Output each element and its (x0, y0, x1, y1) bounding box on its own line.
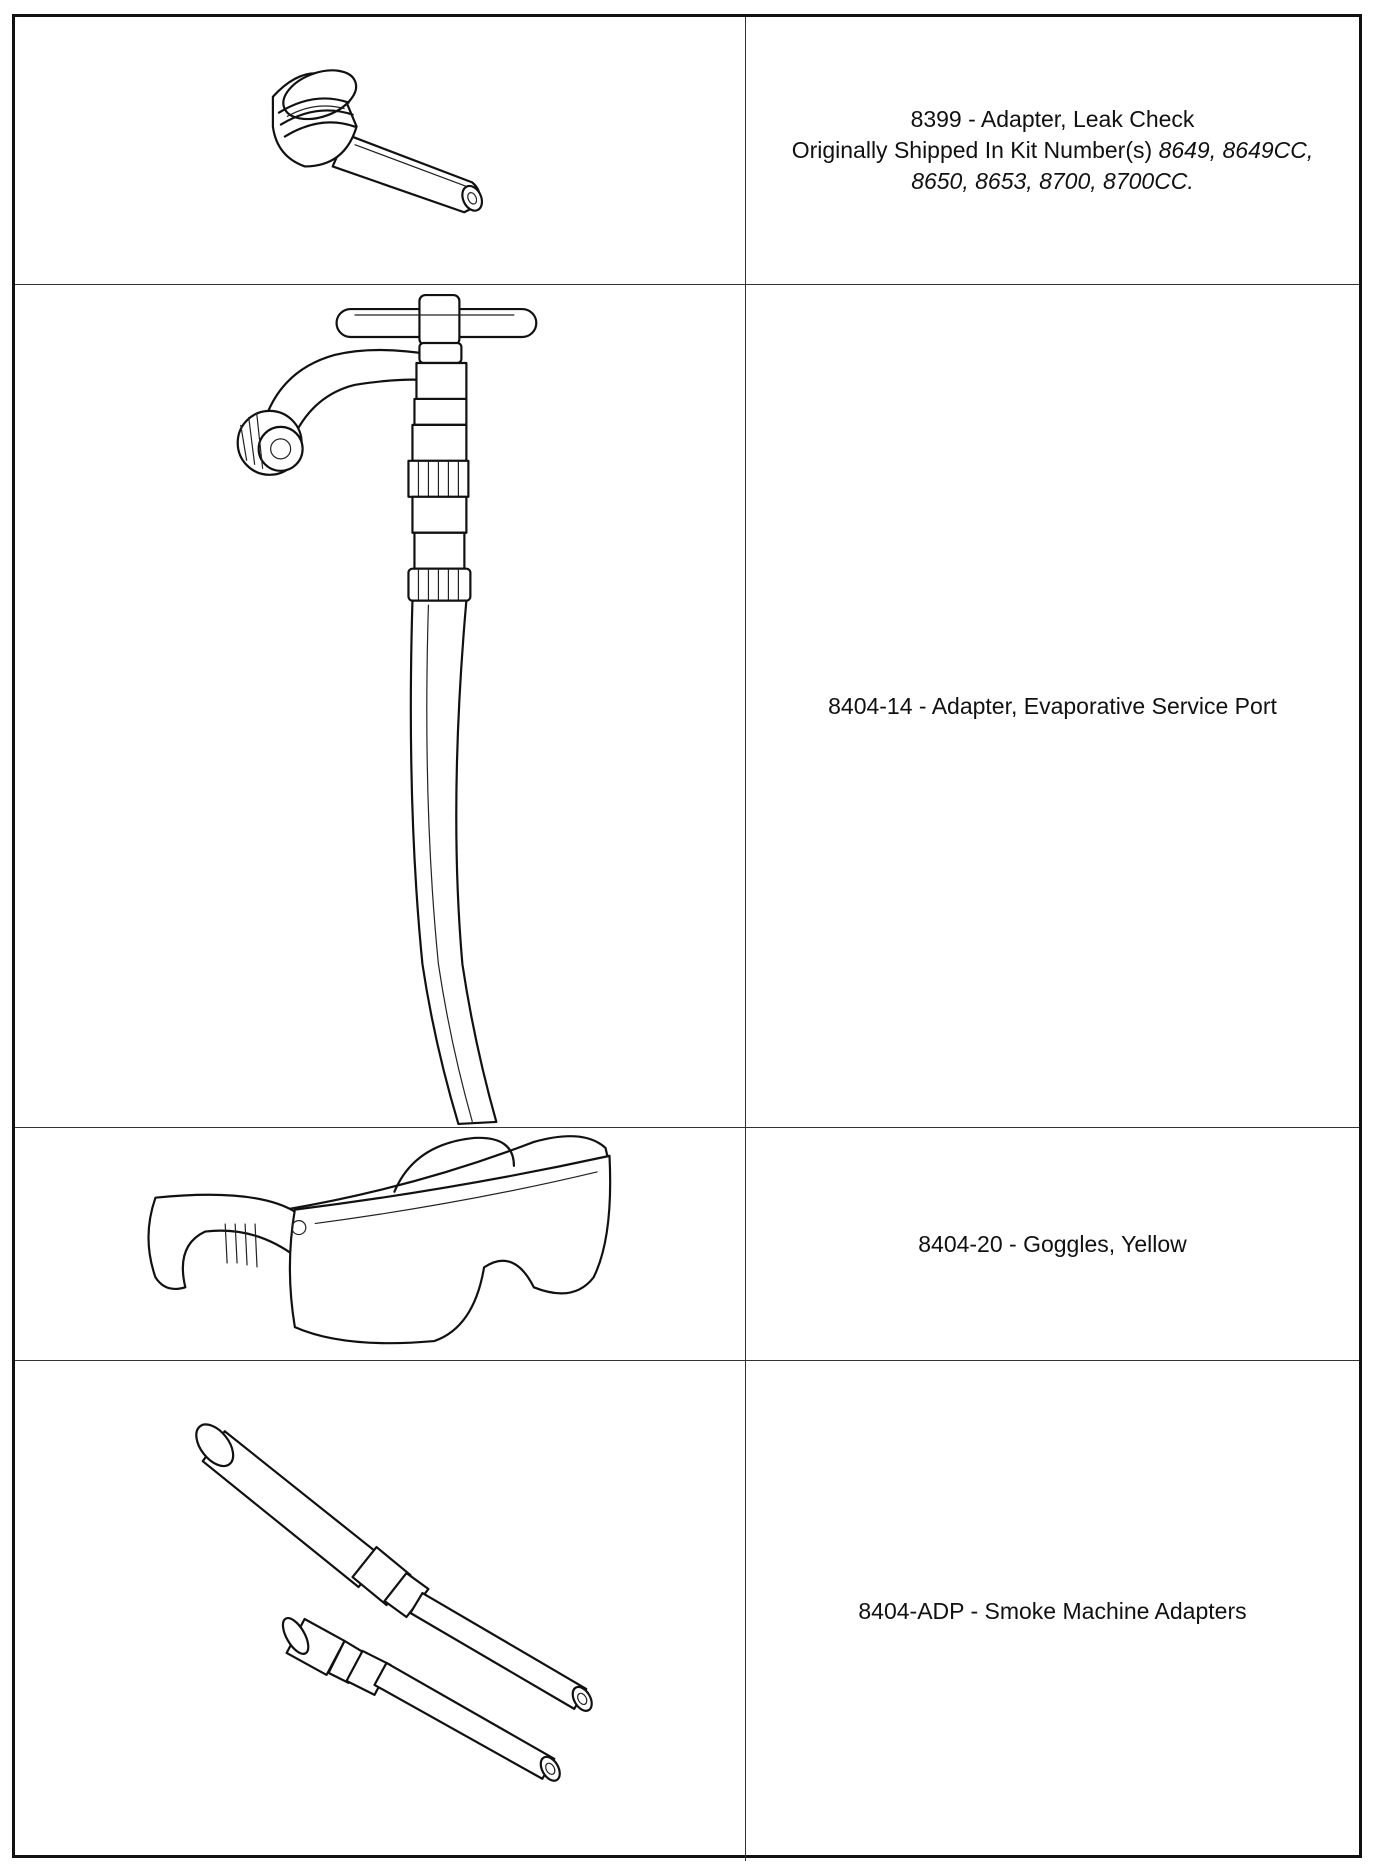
image-cell (15, 1128, 746, 1360)
kit-numbers: 8649, 8649CC, (1158, 137, 1314, 163)
description-cell (746, 1361, 1359, 1861)
kit-numbers-continued: 8650, 8653, 8700, 8700CC. (911, 168, 1194, 194)
image-cell (15, 1361, 746, 1861)
table-row (15, 1361, 1359, 1861)
goggles-illustration (15, 1128, 745, 1360)
evap-service-port-adapter-illustration (15, 285, 745, 1127)
part-title: 8404-14 - Adapter, Evaporative Service Port (828, 692, 1277, 719)
leak-check-adapter-illustration (15, 17, 745, 284)
description-cell (746, 1128, 1359, 1360)
table-row (15, 1128, 1359, 1361)
kit-note (792, 135, 1314, 166)
table-row (15, 17, 1359, 285)
parts-table (12, 14, 1362, 1858)
part-title: 8399 - Adapter, Leak Check (910, 106, 1195, 132)
kit-note-prefix: Originally Shipped In Kit Number(s) (791, 137, 1153, 163)
part-title: 8404-20 - Goggles, Yellow (918, 1230, 1187, 1257)
table-row (15, 285, 1359, 1128)
description-cell (746, 17, 1359, 284)
smoke-machine-adapters-illustration (15, 1361, 745, 1861)
image-cell (15, 17, 746, 284)
image-cell (15, 285, 746, 1127)
part-title: 8404-ADP - Smoke Machine Adapters (858, 1597, 1247, 1624)
description-cell (746, 285, 1359, 1127)
